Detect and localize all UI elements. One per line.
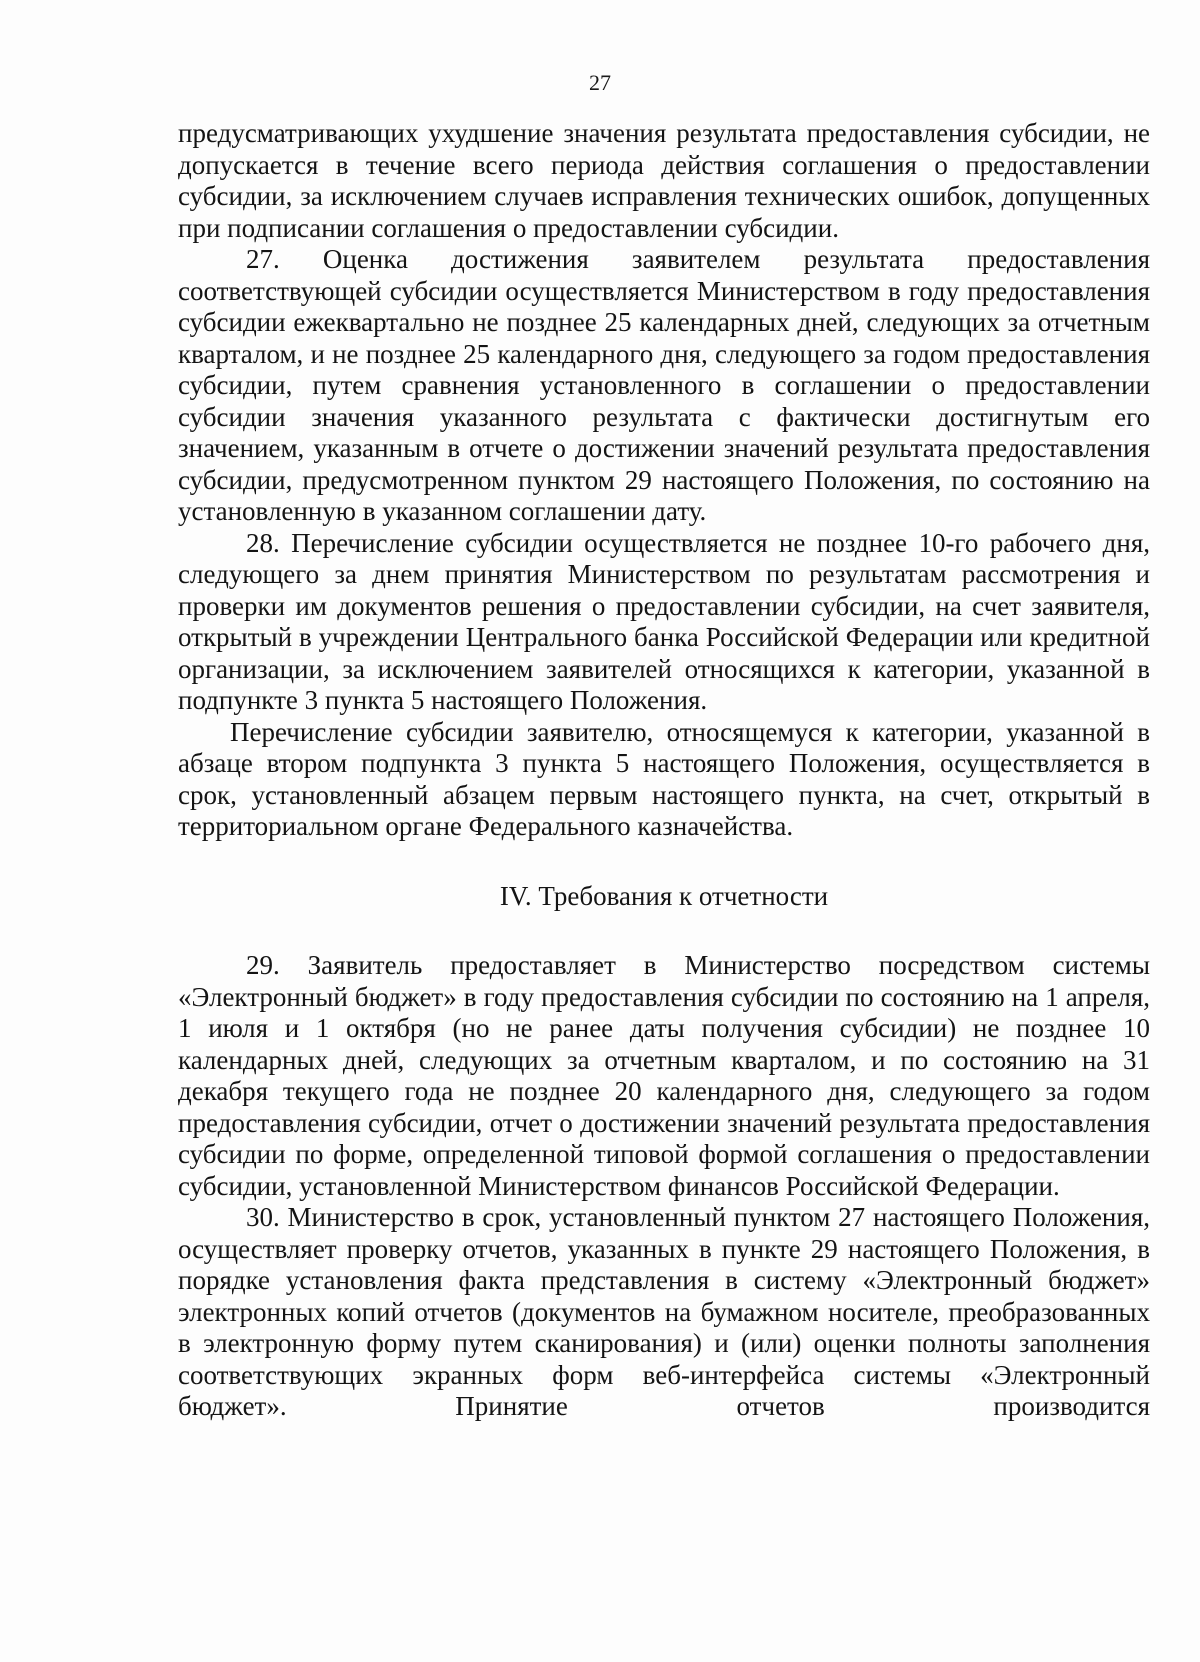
section-heading: IV. Требования к отчетности: [499, 880, 829, 911]
paragraph-29: 29. Заявитель предоставляет в Министерство посредством системы «Электронный бюджет» в году предоставления субсидии по состоянию на 1 апреля, 1 июля и 1 октября (но не ранее даты получения субсидии) не позднее 10 календарных дней, следующих за отчетным кварталом, и по состоянию на 31 декабря текущего года не позднее 20 календарного дня, следующего за годом предоставления субсидии, отчет о достижении значений результата предоставления субсидии по форме, определенной типовой формой соглашения о предоставлении субсидии, установленной Министерством финансов Российской Федерации.: [178, 950, 1150, 1201]
paragraph-28: 28. Перечисление субсидии осуществляется не позднее 10-го рабочего дня, следующего за днем принятия Министерством по результатам рассмотрения и проверки им документов решения о предоставлении субсидии, на счет заявителя, открытый в учреждении Центрального банка Российской Федерации или кредитной организации, за исключением заявителей относящихся к категории, указанной в подпункте 3 пункта 5 настоящего Положения.: [178, 527, 1150, 715]
page-number: 27: [589, 70, 611, 95]
paragraph-27: 27. Оценка достижения заявителем результата предоставления соответствующей субсидии осуществляется Министерством в году предоставления субсидии ежеквартально не позднее 25 календарных дней, следующих за отчетным кварталом, и не позднее 25 календарного дня, следующего за годом предоставления субсидии, путем сравнения установленного в соглашении о предоставлении субсидии значения указанного результата с фактически достигнутым его значением, указанным в отчете о достижении значений результата предоставления субсидии, предусмотренном пунктом 29 настоящего Положения, по состоянию на установленную в указанном соглашении дату.: [178, 244, 1150, 526]
paragraph-continuation: предусматривающих ухудшение значения результата предоставления субсидии, не допускается в течение всего периода действия соглашения о предоставлении субсидии, за исключением случаев исправления технических ошибок, допущенных при подписании соглашения о предоставлении субсидии.: [178, 118, 1150, 243]
document-body: [178, 118, 1150, 1423]
paragraph-28-second: Перечисление субсидии заявителю, относящемуся к категории, указанной в абзаце втором подпункта 3 пункта 5 настоящего Положения, осуществляется в срок, установленный абзацем первым настоящего пункта, на счет, открытый в территориальном органе Федерального казначейства.: [178, 716, 1150, 841]
paragraph-30: 30. Министерство в срок, установленный пунктом 27 настоящего Положения, осуществляет проверку отчетов, указанных в пункте 29 настоящего Положения, в порядке установления факта представления в систему «Электронный бюджет» электронных копий отчетов (документов на бумажном носителе, преобразованных в электронную форму путем сканирования) и (или) оценки полноты заполнения соответствующих экранных форм веб-интерфейса системы «Электронный бюджет». Принятие отчетов производится: [178, 1202, 1150, 1421]
